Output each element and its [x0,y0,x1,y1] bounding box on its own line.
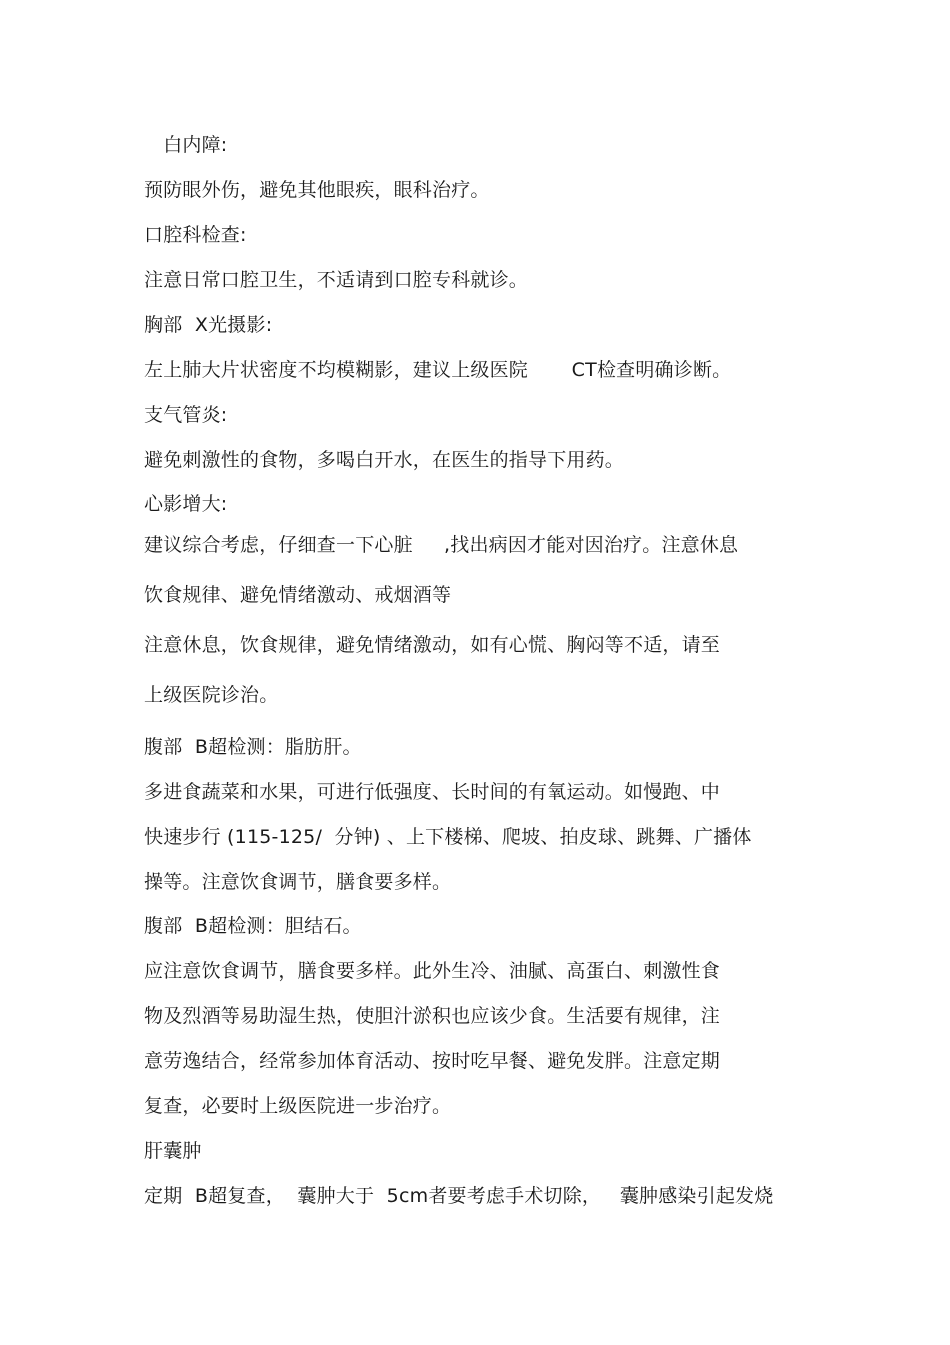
text-line: 白内障: [144,134,228,156]
text-line: 定期 B超复查， 囊肿大于 5cm者要考虑手术切除， 囊肿感染引起发烧 [144,1185,774,1207]
text-line: 建议综合考虑，仔细查一下心脏 ,找出病因才能对因治疗。注意休息 [144,534,739,556]
text-line: 意劳逸结合，经常参加体育活动、按时吃早餐、避免发胖。注意定期 [144,1050,721,1072]
text-line: 支气管炎: [144,404,228,426]
text-line: 心影增大: [144,493,228,515]
text-line: 腹部 B超检测：脂肪肝。 [144,736,362,758]
text-line: 预防眼外伤，避免其他眼疾，眼科治疗。 [144,179,490,201]
text-line: 左上肺大片状密度不均模糊影，建议上级医院 CT检查明确诊断。 [144,359,732,381]
text-line: 操等。注意饮食调节，膳食要多样。 [144,871,452,893]
text-line: 腹部 B超检测：胆结石。 [144,915,362,937]
text-line: 注意休息，饮食规律，避免情绪激动，如有心慌、胸闷等不适，请至 [144,634,721,656]
text-line: 肝囊肿 [144,1140,202,1162]
text-line: 注意日常口腔卫生，不适请到口腔专科就诊。 [144,269,529,291]
text-line: 饮食规律、避免情绪激动、戒烟酒等 [144,584,452,606]
text-line: 物及烈酒等易助湿生热，使胆汁淤积也应该少食。生活要有规律，注 [144,1005,721,1027]
text-line: 应注意饮食调节，膳食要多样。此外生冷、油腻、高蛋白、刺激性食 [144,960,721,982]
text-line: 避免刺激性的食物，多喝白开水，在医生的指导下用药。 [144,449,625,471]
text-line: 胸部 X光摄影: [144,314,273,336]
text-line: 多进食蔬菜和水果，可进行低强度、长时间的有氧运动。如慢跑、中 [144,781,721,803]
text-line: 口腔科检查: [144,224,247,246]
text-line: 复查，必要时上级医院进一步治疗。 [144,1095,452,1117]
text-line: 上级医院诊治。 [144,684,279,706]
text-line: 快速步行 (115-125/ 分钟) 、上下楼梯、爬坡、拍皮球、跳舞、广播体 [144,826,752,848]
